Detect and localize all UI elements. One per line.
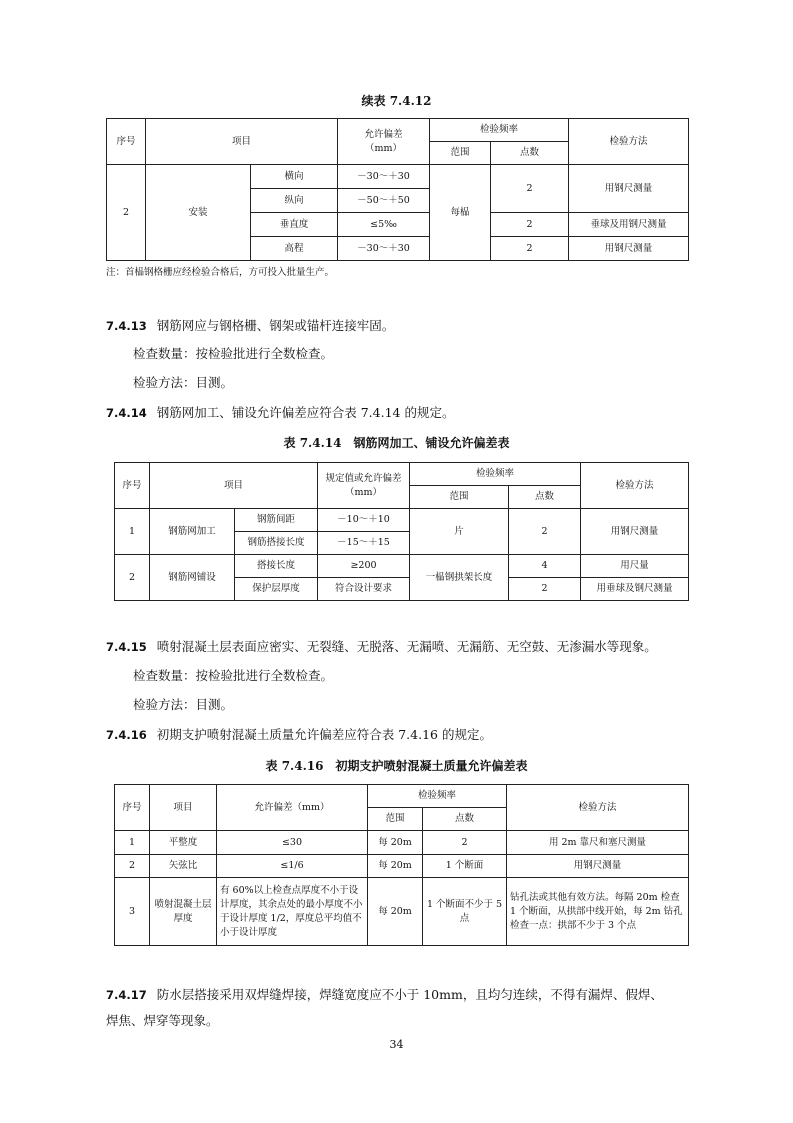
t2-header-range: 范围 bbox=[410, 486, 509, 509]
t3-method: 用钢尺测量 bbox=[507, 855, 689, 878]
t3-seq: 3 bbox=[115, 878, 150, 946]
t2-sub-item: 钢筋搭接长度 bbox=[235, 532, 318, 555]
t2-header-seq: 序号 bbox=[115, 463, 150, 509]
table1-note: 注：首榀钢格栅应经检验合格后，方可投入批量生产。 bbox=[106, 267, 335, 278]
t1-group-item: 安装 bbox=[146, 165, 251, 261]
clause-7-4-16 bbox=[106, 726, 492, 744]
check-method: 检验方法：目测。 bbox=[133, 375, 234, 390]
t3-range: 每 20m bbox=[368, 878, 423, 946]
t3-item: 矢弦比 bbox=[150, 855, 217, 878]
t1-header-range: 范围 bbox=[430, 142, 491, 165]
t3-method: 钻孔法或其他有效方法。每隔 20m 检查 1 个断面，从拱部中线开始，每 2m 钻孔检查一点：拱部不少于 3 个点 bbox=[507, 878, 689, 946]
t2-sub-item: 保护层厚度 bbox=[235, 578, 318, 601]
clause-text: 钢筋网应与钢格栅、钢架或锚杆连接牢固。 bbox=[156, 318, 395, 333]
clause-text: 喷射混凝土层表面应密实、无裂缝、无脱落、无漏喷、无漏筋、无空鼓、无渗漏水等现象。 bbox=[156, 639, 657, 654]
t2-sub-item: 钢筋间距 bbox=[235, 509, 318, 532]
t2-group-item: 钢筋网铺设 bbox=[150, 555, 235, 601]
t2-method: 用垂球及钢尺测量 bbox=[581, 578, 689, 601]
table3-caption: 表 7.4.16 初期支护喷射混凝土质量允许偏差表 bbox=[265, 759, 528, 773]
t2-tolerance: －10～＋10 bbox=[318, 509, 410, 532]
t1-header-seq: 序号 bbox=[107, 119, 146, 165]
t2-points: 2 bbox=[509, 578, 581, 601]
t3-method: 用 2m 靠尺和塞尺测量 bbox=[507, 831, 689, 855]
t1-group-seq: 2 bbox=[107, 165, 146, 261]
table2 bbox=[114, 462, 689, 601]
t2-group-seq: 1 bbox=[115, 509, 150, 555]
t2-range: 一榀钢拱架长度 bbox=[410, 555, 509, 601]
t3-points: 2 bbox=[423, 831, 507, 855]
t1-sub-item: 横向 bbox=[251, 165, 338, 189]
page-number: 34 bbox=[389, 1038, 404, 1051]
table-row bbox=[115, 855, 689, 878]
t1-points: 2 bbox=[491, 237, 569, 261]
t3-item: 喷射混凝土层厚度 bbox=[150, 878, 217, 946]
clause-7-4-17-continued: 焊焦、焊穿等现象。 bbox=[106, 1013, 219, 1028]
t1-method: 用钢尺测量 bbox=[569, 237, 689, 261]
table-row bbox=[115, 831, 689, 855]
t3-header-freq: 检验频率 bbox=[368, 785, 507, 808]
t1-header-tolerance: 允许偏差 （mm） bbox=[338, 119, 430, 165]
t1-tolerance: －50～＋50 bbox=[338, 189, 430, 213]
clause-number: 7.4.17 bbox=[106, 988, 147, 1002]
t3-header-range: 范围 bbox=[368, 808, 423, 831]
t1-tolerance: －30～＋30 bbox=[338, 165, 430, 189]
clause-text: 防水层搭接采用双焊缝焊接，焊缝宽度应不小于 10mm，且均匀连续，不得有漏焊、假焊、 bbox=[156, 987, 663, 1002]
t1-points: 2 bbox=[491, 165, 569, 213]
table1-caption: 续表 7.4.12 bbox=[361, 94, 432, 108]
t1-range: 每榀 bbox=[430, 165, 491, 261]
check-method: 检验方法：目测。 bbox=[133, 697, 234, 712]
clause-text: 钢筋网加工、铺设允许偏差应符合表 7.4.14 的规定。 bbox=[156, 405, 455, 420]
t2-range: 片 bbox=[410, 509, 509, 555]
t2-group-item: 钢筋网加工 bbox=[150, 509, 235, 555]
t2-header-points: 点数 bbox=[509, 486, 581, 509]
table-row bbox=[115, 878, 689, 946]
check-quantity: 检查数量：按检验批进行全数检查。 bbox=[133, 668, 334, 683]
t3-points: 1 个断面不少于 5 点 bbox=[423, 878, 507, 946]
t3-range: 每 20m bbox=[368, 831, 423, 855]
clause-number: 7.4.16 bbox=[106, 728, 147, 742]
table1 bbox=[106, 118, 689, 261]
t3-tolerance: 有 60%以上检查点厚度不小于设计厚度，其余点处的最小厚度不小于设计厚度 1/2，厚度总平均值不小于设计厚度 bbox=[217, 878, 368, 946]
t1-sub-item: 垂直度 bbox=[251, 213, 338, 237]
t1-tolerance: －30～＋30 bbox=[338, 237, 430, 261]
t2-header-tolerance: 规定值或允许偏差 （mm） bbox=[318, 463, 410, 509]
check-quantity: 检查数量：按检验批进行全数检查。 bbox=[133, 346, 334, 361]
clause-7-4-13 bbox=[106, 317, 394, 335]
t3-range: 每 20m bbox=[368, 855, 423, 878]
t1-tolerance: ≤5‰ bbox=[338, 213, 430, 237]
t3-item: 平整度 bbox=[150, 831, 217, 855]
t1-header-item: 项目 bbox=[146, 119, 338, 165]
t1-sub-item: 纵向 bbox=[251, 189, 338, 213]
t2-header-item: 项目 bbox=[150, 463, 318, 509]
t2-points: 4 bbox=[509, 555, 581, 578]
t2-tolerance: －15～＋15 bbox=[318, 532, 410, 555]
t3-points: 1 个断面 bbox=[423, 855, 507, 878]
t3-header-points: 点数 bbox=[423, 808, 507, 831]
t1-sub-item: 高程 bbox=[251, 237, 338, 261]
table3 bbox=[114, 784, 689, 946]
t2-sub-item: 搭接长度 bbox=[235, 555, 318, 578]
t3-tolerance: ≤30 bbox=[217, 831, 368, 855]
t1-header-freq: 检验频率 bbox=[430, 119, 569, 142]
t2-tolerance: ≥200 bbox=[318, 555, 410, 578]
t3-seq: 2 bbox=[115, 855, 150, 878]
t2-method: 用钢尺测量 bbox=[581, 509, 689, 555]
t2-method: 用尺量 bbox=[581, 555, 689, 578]
clause-number: 7.4.14 bbox=[106, 406, 147, 420]
t2-points: 2 bbox=[509, 509, 581, 555]
clause-number: 7.4.15 bbox=[106, 640, 147, 654]
clause-number: 7.4.13 bbox=[106, 319, 147, 333]
t1-points: 2 bbox=[491, 213, 569, 237]
t2-tolerance: 符合设计要求 bbox=[318, 578, 410, 601]
table2-caption: 表 7.4.14 钢筋网加工、铺设允许偏差表 bbox=[283, 436, 510, 450]
clause-7-4-17 bbox=[106, 986, 663, 1004]
t2-header-method: 检验方法 bbox=[581, 463, 689, 509]
t1-method: 垂球及用钢尺测量 bbox=[569, 213, 689, 237]
clause-text: 初期支护喷射混凝土质量允许偏差应符合表 7.4.16 的规定。 bbox=[156, 727, 492, 742]
t2-header-freq: 检验频率 bbox=[410, 463, 581, 486]
t3-tolerance: ≤1/6 bbox=[217, 855, 368, 878]
t1-method: 用钢尺测量 bbox=[569, 165, 689, 213]
t3-header-item: 项目 bbox=[150, 785, 217, 831]
t3-header-method: 检验方法 bbox=[507, 785, 689, 831]
t3-header-tolerance: 允许偏差（mm） bbox=[217, 785, 368, 831]
t2-group-seq: 2 bbox=[115, 555, 150, 601]
t1-header-points: 点数 bbox=[491, 142, 569, 165]
t3-header-seq: 序号 bbox=[115, 785, 150, 831]
clause-7-4-15 bbox=[106, 638, 657, 656]
clause-7-4-14 bbox=[106, 404, 454, 422]
t3-seq: 1 bbox=[115, 831, 150, 855]
t1-header-method: 检验方法 bbox=[569, 119, 689, 165]
